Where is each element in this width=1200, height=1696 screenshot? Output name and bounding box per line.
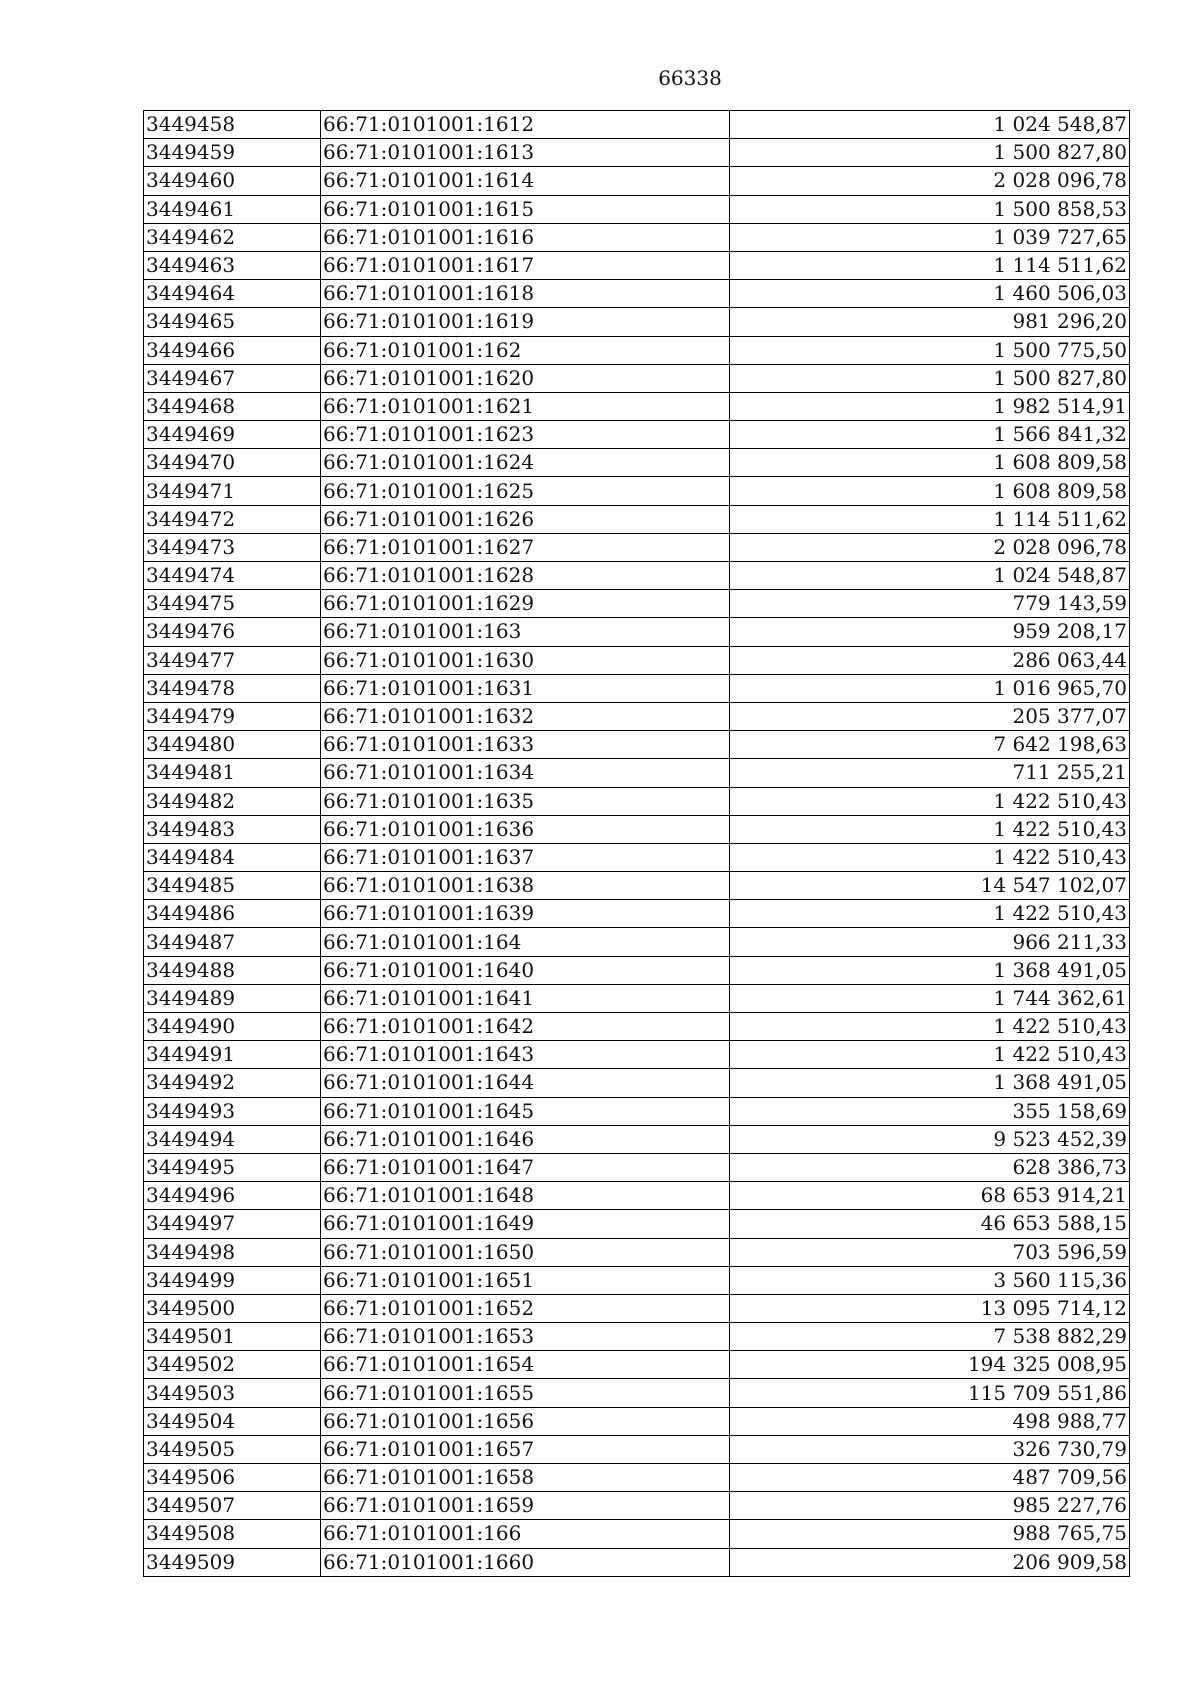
value-cell: 487 709,56 — [730, 1464, 1130, 1492]
cadastral-number-cell: 66:71:0101001:1617 — [321, 251, 730, 279]
table-row — [144, 562, 1130, 590]
cadastral-number-cell: 66:71:0101001:1632 — [321, 702, 730, 730]
record-id-cell: 3449479 — [144, 702, 321, 730]
value-cell: 1 422 510,43 — [730, 1041, 1130, 1069]
table-row — [144, 759, 1130, 787]
cadastral-number-cell: 66:71:0101001:1616 — [321, 223, 730, 251]
cadastral-number-cell: 66:71:0101001:1612 — [321, 111, 730, 139]
table-row — [144, 1407, 1130, 1435]
record-id-cell: 3449475 — [144, 590, 321, 618]
record-id-cell: 3449487 — [144, 928, 321, 956]
table-row — [144, 195, 1130, 223]
value-cell: 1 368 491,05 — [730, 956, 1130, 984]
record-id-cell: 3449489 — [144, 984, 321, 1012]
table-row — [144, 1069, 1130, 1097]
table-row — [144, 872, 1130, 900]
value-cell: 2 028 096,78 — [730, 167, 1130, 195]
cadastral-number-cell: 66:71:0101001:1652 — [321, 1294, 730, 1322]
value-cell: 628 386,73 — [730, 1153, 1130, 1181]
cadastral-number-cell: 66:71:0101001:1623 — [321, 421, 730, 449]
value-cell: 1 500 775,50 — [730, 336, 1130, 364]
cadastral-number-cell: 66:71:0101001:1648 — [321, 1182, 730, 1210]
table-row — [144, 731, 1130, 759]
record-id-cell: 3449502 — [144, 1351, 321, 1379]
cadastral-number-cell: 66:71:0101001:1635 — [321, 787, 730, 815]
cadastral-number-cell: 66:71:0101001:1619 — [321, 308, 730, 336]
cadastral-number-cell: 66:71:0101001:1644 — [321, 1069, 730, 1097]
cadastral-number-cell: 66:71:0101001:1646 — [321, 1125, 730, 1153]
table-row — [144, 392, 1130, 420]
table-row — [144, 280, 1130, 308]
record-id-cell: 3449503 — [144, 1379, 321, 1407]
record-id-cell: 3449459 — [144, 139, 321, 167]
table-row — [144, 702, 1130, 730]
value-cell: 1 500 827,80 — [730, 139, 1130, 167]
cadastral-number-cell: 66:71:0101001:1653 — [321, 1323, 730, 1351]
table-row — [144, 646, 1130, 674]
value-cell: 711 255,21 — [730, 759, 1130, 787]
table-row — [144, 815, 1130, 843]
cadastral-number-cell: 66:71:0101001:1654 — [321, 1351, 730, 1379]
record-id-cell: 3449477 — [144, 646, 321, 674]
record-id-cell: 3449491 — [144, 1041, 321, 1069]
cadastral-number-cell: 66:71:0101001:1620 — [321, 364, 730, 392]
value-cell: 959 208,17 — [730, 618, 1130, 646]
record-id-cell: 3449465 — [144, 308, 321, 336]
table-row — [144, 364, 1130, 392]
cadastral-number-cell: 66:71:0101001:1660 — [321, 1548, 730, 1576]
value-cell: 7 642 198,63 — [730, 731, 1130, 759]
record-id-cell: 3449508 — [144, 1520, 321, 1548]
record-id-cell: 3449462 — [144, 223, 321, 251]
cadastral-number-cell: 66:71:0101001:1642 — [321, 1013, 730, 1041]
table-row — [144, 900, 1130, 928]
value-cell: 1 500 858,53 — [730, 195, 1130, 223]
table-row — [144, 984, 1130, 1012]
record-id-cell: 3449496 — [144, 1182, 321, 1210]
record-id-cell: 3449498 — [144, 1238, 321, 1266]
record-id-cell: 3449492 — [144, 1069, 321, 1097]
record-id-cell: 3449484 — [144, 843, 321, 871]
record-id-cell: 3449467 — [144, 364, 321, 392]
value-cell: 1 039 727,65 — [730, 223, 1130, 251]
record-id-cell: 3449483 — [144, 815, 321, 843]
cadastral-number-cell: 66:71:0101001:1624 — [321, 449, 730, 477]
table-row — [144, 1153, 1130, 1181]
value-cell: 703 596,59 — [730, 1238, 1130, 1266]
cadastral-number-cell: 66:71:0101001:1615 — [321, 195, 730, 223]
cadastral-number-cell: 66:71:0101001:1631 — [321, 674, 730, 702]
table-row — [144, 618, 1130, 646]
table-row — [144, 449, 1130, 477]
value-cell: 194 325 008,95 — [730, 1351, 1130, 1379]
value-cell: 13 095 714,12 — [730, 1294, 1130, 1322]
value-cell: 498 988,77 — [730, 1407, 1130, 1435]
value-cell: 1 608 809,58 — [730, 449, 1130, 477]
value-cell: 1 982 514,91 — [730, 392, 1130, 420]
record-id-cell: 3449499 — [144, 1266, 321, 1294]
record-id-cell: 3449488 — [144, 956, 321, 984]
cadastral-number-cell: 66:71:0101001:164 — [321, 928, 730, 956]
table-row — [144, 223, 1130, 251]
value-cell: 68 653 914,21 — [730, 1182, 1130, 1210]
cadastral-number-cell: 66:71:0101001:166 — [321, 1520, 730, 1548]
cadastral-number-cell: 66:71:0101001:1643 — [321, 1041, 730, 1069]
value-cell: 1 460 506,03 — [730, 280, 1130, 308]
cadastral-number-cell: 66:71:0101001:162 — [321, 336, 730, 364]
record-id-cell: 3449504 — [144, 1407, 321, 1435]
value-cell: 3 560 115,36 — [730, 1266, 1130, 1294]
record-id-cell: 3449464 — [144, 280, 321, 308]
cadastral-number-cell: 66:71:0101001:1633 — [321, 731, 730, 759]
table-row — [144, 505, 1130, 533]
table-row — [144, 1266, 1130, 1294]
value-cell: 2 028 096,78 — [730, 533, 1130, 561]
cadastral-number-cell: 66:71:0101001:1640 — [321, 956, 730, 984]
cadastral-number-cell: 66:71:0101001:1658 — [321, 1464, 730, 1492]
record-id-cell: 3449500 — [144, 1294, 321, 1322]
value-cell: 985 227,76 — [730, 1492, 1130, 1520]
cadastral-number-cell: 66:71:0101001:1625 — [321, 477, 730, 505]
value-cell: 1 422 510,43 — [730, 815, 1130, 843]
table-row — [144, 843, 1130, 871]
record-id-cell: 3449469 — [144, 421, 321, 449]
table-row — [144, 336, 1130, 364]
record-id-cell: 3449481 — [144, 759, 321, 787]
record-id-cell: 3449494 — [144, 1125, 321, 1153]
cadastral-number-cell: 66:71:0101001:1618 — [321, 280, 730, 308]
cadastral-number-cell: 66:71:0101001:1647 — [321, 1153, 730, 1181]
table-row — [144, 421, 1130, 449]
value-cell: 1 608 809,58 — [730, 477, 1130, 505]
cadastral-number-cell: 66:71:0101001:1627 — [321, 533, 730, 561]
record-id-cell: 3449501 — [144, 1323, 321, 1351]
table-row — [144, 1182, 1130, 1210]
cadastral-number-cell: 66:71:0101001:1645 — [321, 1097, 730, 1125]
record-id-cell: 3449472 — [144, 505, 321, 533]
cadastral-number-cell: 66:71:0101001:1657 — [321, 1435, 730, 1463]
cadastral-number-cell: 66:71:0101001:1621 — [321, 392, 730, 420]
record-id-cell: 3449506 — [144, 1464, 321, 1492]
value-cell: 355 158,69 — [730, 1097, 1130, 1125]
table-row — [144, 674, 1130, 702]
cadastral-number-cell: 66:71:0101001:1628 — [321, 562, 730, 590]
record-id-cell: 3449470 — [144, 449, 321, 477]
table-row — [144, 1097, 1130, 1125]
table-row — [144, 1464, 1130, 1492]
value-cell: 206 909,58 — [730, 1548, 1130, 1576]
record-id-cell: 3449460 — [144, 167, 321, 195]
record-id-cell: 3449480 — [144, 731, 321, 759]
record-id-cell: 3449466 — [144, 336, 321, 364]
record-id-cell: 3449497 — [144, 1210, 321, 1238]
record-id-cell: 3449486 — [144, 900, 321, 928]
table-row — [144, 1041, 1130, 1069]
record-id-cell: 3449507 — [144, 1492, 321, 1520]
table-row — [144, 787, 1130, 815]
table-row — [144, 533, 1130, 561]
table-row — [144, 1351, 1130, 1379]
value-cell: 1 368 491,05 — [730, 1069, 1130, 1097]
record-id-cell: 3449474 — [144, 562, 321, 590]
cadastral-number-cell: 66:71:0101001:1636 — [321, 815, 730, 843]
table-row — [144, 1548, 1130, 1576]
value-cell: 1 114 511,62 — [730, 505, 1130, 533]
record-id-cell: 3449461 — [144, 195, 321, 223]
cadastral-number-cell: 66:71:0101001:1659 — [321, 1492, 730, 1520]
value-cell: 1 016 965,70 — [730, 674, 1130, 702]
value-cell: 1 744 362,61 — [730, 984, 1130, 1012]
value-cell: 326 730,79 — [730, 1435, 1130, 1463]
record-id-cell: 3449495 — [144, 1153, 321, 1181]
value-cell: 1 024 548,87 — [730, 111, 1130, 139]
cadastral-number-cell: 66:71:0101001:1641 — [321, 984, 730, 1012]
table-row — [144, 1492, 1130, 1520]
table-row — [144, 1379, 1130, 1407]
value-cell: 1 422 510,43 — [730, 843, 1130, 871]
record-id-cell: 3449471 — [144, 477, 321, 505]
value-cell: 1 024 548,87 — [730, 562, 1130, 590]
record-id-cell: 3449485 — [144, 872, 321, 900]
cadastral-number-cell: 66:71:0101001:1639 — [321, 900, 730, 928]
cadastral-number-cell: 66:71:0101001:1630 — [321, 646, 730, 674]
table-row — [144, 956, 1130, 984]
value-cell: 1 422 510,43 — [730, 900, 1130, 928]
record-id-cell: 3449493 — [144, 1097, 321, 1125]
record-id-cell: 3449490 — [144, 1013, 321, 1041]
cadastral-number-cell: 66:71:0101001:1649 — [321, 1210, 730, 1238]
table-row — [144, 590, 1130, 618]
value-cell: 9 523 452,39 — [730, 1125, 1130, 1153]
record-id-cell: 3449468 — [144, 392, 321, 420]
record-id-cell: 3449482 — [144, 787, 321, 815]
cadastral-number-cell: 66:71:0101001:1637 — [321, 843, 730, 871]
cadastral-number-cell: 66:71:0101001:1626 — [321, 505, 730, 533]
table-row — [144, 1125, 1130, 1153]
cadastral-number-cell: 66:71:0101001:1650 — [321, 1238, 730, 1266]
value-cell: 981 296,20 — [730, 308, 1130, 336]
cadastral-number-cell: 66:71:0101001:1638 — [321, 872, 730, 900]
table-row — [144, 251, 1130, 279]
record-id-cell: 3449458 — [144, 111, 321, 139]
table-row — [144, 1210, 1130, 1238]
cadastral-number-cell: 66:71:0101001:1655 — [321, 1379, 730, 1407]
table-row — [144, 111, 1130, 139]
table-row — [144, 1294, 1130, 1322]
page-number: 66338 — [658, 66, 722, 90]
table-row — [144, 167, 1130, 195]
records-table — [143, 110, 1130, 1577]
value-cell: 286 063,44 — [730, 646, 1130, 674]
record-id-cell: 3449476 — [144, 618, 321, 646]
value-cell: 1 114 511,62 — [730, 251, 1130, 279]
value-cell: 1 422 510,43 — [730, 787, 1130, 815]
value-cell: 988 765,75 — [730, 1520, 1130, 1548]
value-cell: 966 211,33 — [730, 928, 1130, 956]
record-id-cell: 3449478 — [144, 674, 321, 702]
table-row — [144, 1238, 1130, 1266]
value-cell: 1 500 827,80 — [730, 364, 1130, 392]
record-id-cell: 3449463 — [144, 251, 321, 279]
table-row — [144, 1323, 1130, 1351]
table-row — [144, 1435, 1130, 1463]
records-table-body — [144, 111, 1130, 1577]
cadastral-number-cell: 66:71:0101001:1656 — [321, 1407, 730, 1435]
table-row — [144, 1013, 1130, 1041]
record-id-cell: 3449509 — [144, 1548, 321, 1576]
value-cell: 115 709 551,86 — [730, 1379, 1130, 1407]
cadastral-number-cell: 66:71:0101001:1613 — [321, 139, 730, 167]
table-row — [144, 139, 1130, 167]
cadastral-number-cell: 66:71:0101001:163 — [321, 618, 730, 646]
value-cell: 779 143,59 — [730, 590, 1130, 618]
table-row — [144, 477, 1130, 505]
value-cell: 205 377,07 — [730, 702, 1130, 730]
value-cell: 7 538 882,29 — [730, 1323, 1130, 1351]
record-id-cell: 3449473 — [144, 533, 321, 561]
cadastral-number-cell: 66:71:0101001:1651 — [321, 1266, 730, 1294]
table-row — [144, 308, 1130, 336]
value-cell: 46 653 588,15 — [730, 1210, 1130, 1238]
cadastral-number-cell: 66:71:0101001:1629 — [321, 590, 730, 618]
cadastral-number-cell: 66:71:0101001:1614 — [321, 167, 730, 195]
value-cell: 1 566 841,32 — [730, 421, 1130, 449]
cadastral-number-cell: 66:71:0101001:1634 — [321, 759, 730, 787]
record-id-cell: 3449505 — [144, 1435, 321, 1463]
value-cell: 14 547 102,07 — [730, 872, 1130, 900]
value-cell: 1 422 510,43 — [730, 1013, 1130, 1041]
table-row — [144, 928, 1130, 956]
table-row — [144, 1520, 1130, 1548]
